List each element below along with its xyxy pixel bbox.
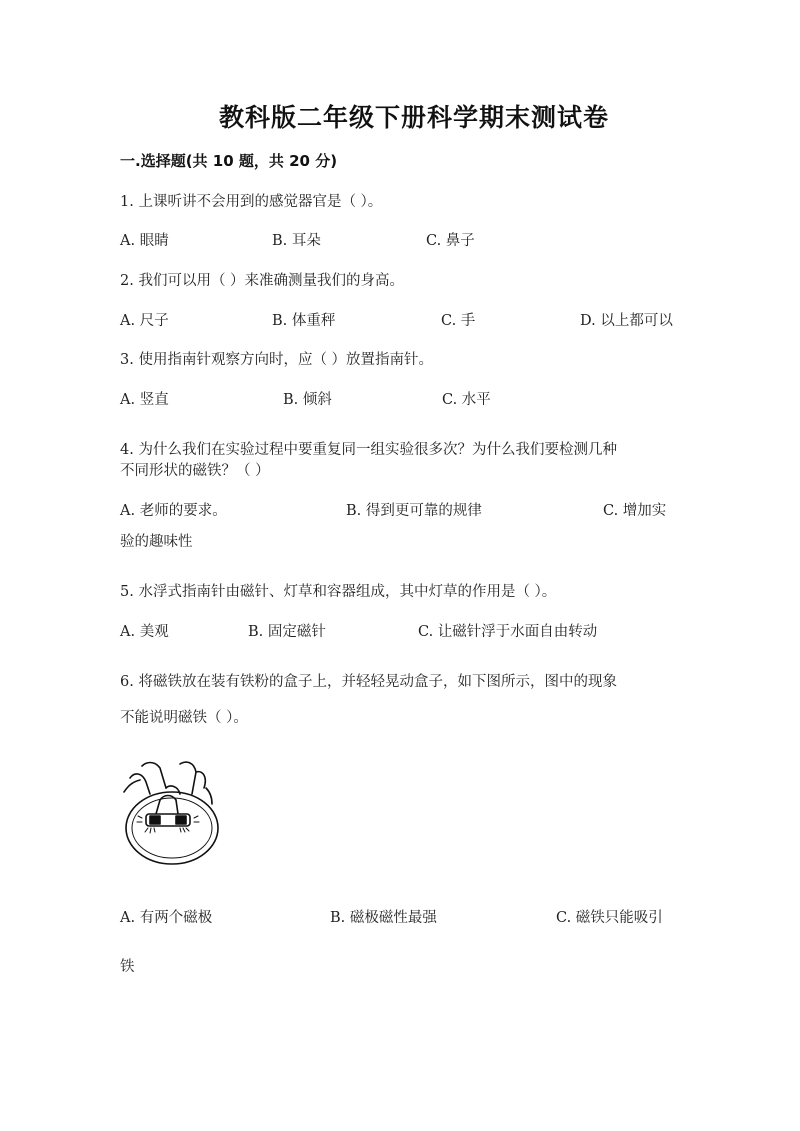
q6-option-c[interactable]: C. 磁铁只能吸引 bbox=[556, 910, 663, 926]
q5-option-c[interactable]: C. 让磁针浮于水面自由转动 bbox=[418, 624, 598, 640]
q2-option-a[interactable]: A. 尺子 bbox=[120, 313, 169, 329]
q3-option-c[interactable]: C. 水平 bbox=[442, 392, 491, 408]
question-5: 5. 水浮式指南针由磁针、灯草和容器组成，其中灯草的作用是（ ）。 bbox=[120, 584, 557, 600]
page-title: 教科版二年级下册科学期末测试卷 bbox=[219, 103, 610, 132]
q5-option-a[interactable]: A. 美观 bbox=[120, 624, 169, 640]
q1-option-b[interactable]: B. 耳朵 bbox=[272, 233, 321, 249]
question-1: 1. 上课听讲不会用到的感觉器官是（ ）。 bbox=[120, 194, 383, 210]
section-heading: 一.选择题(共 10 题，共 20 分) bbox=[120, 152, 338, 170]
q6-option-c-wrap: 铁 bbox=[120, 959, 135, 975]
q2-option-c[interactable]: C. 手 bbox=[441, 313, 476, 329]
question-6-line-2: 不能说明磁铁（ ）。 bbox=[120, 710, 248, 726]
q6-option-a[interactable]: A. 有两个磁极 bbox=[120, 910, 213, 926]
q4-option-c[interactable]: C. 增加实 bbox=[603, 503, 667, 519]
q4-option-c-wrap: 验的趣味性 bbox=[120, 534, 193, 550]
magnet-box-illustration bbox=[120, 758, 220, 870]
q2-option-b[interactable]: B. 体重秤 bbox=[272, 313, 336, 329]
q3-option-a[interactable]: A. 竖直 bbox=[120, 392, 169, 408]
question-2: 2. 我们可以用（ ）来准确测量我们的身高。 bbox=[120, 273, 405, 289]
q4-option-b[interactable]: B. 得到更可靠的规律 bbox=[346, 503, 482, 519]
question-6-line-1: 6. 将磁铁放在装有铁粉的盒子上，并轻轻晃动盒子，如下图所示，图中的现象 bbox=[120, 674, 617, 690]
q1-option-c[interactable]: C. 鼻子 bbox=[426, 233, 475, 249]
q3-option-b[interactable]: B. 倾斜 bbox=[283, 392, 332, 408]
question-4-line-1: 4. 为什么我们在实验过程中要重复同一组实验很多次？为什么我们要检测几种 bbox=[120, 442, 617, 458]
question-3: 3. 使用指南针观察方向时，应（ ）放置指南针。 bbox=[120, 352, 434, 368]
q6-option-b[interactable]: B. 磁极磁性最强 bbox=[330, 910, 437, 926]
q4-option-a[interactable]: A. 老师的要求。 bbox=[120, 503, 227, 519]
q2-option-d[interactable]: D. 以上都可以 bbox=[580, 313, 673, 329]
question-4-line-2: 不同形状的磁铁？（ ） bbox=[120, 463, 270, 479]
q1-option-a[interactable]: A. 眼睛 bbox=[120, 233, 169, 249]
q5-option-b[interactable]: B. 固定磁针 bbox=[248, 624, 326, 640]
